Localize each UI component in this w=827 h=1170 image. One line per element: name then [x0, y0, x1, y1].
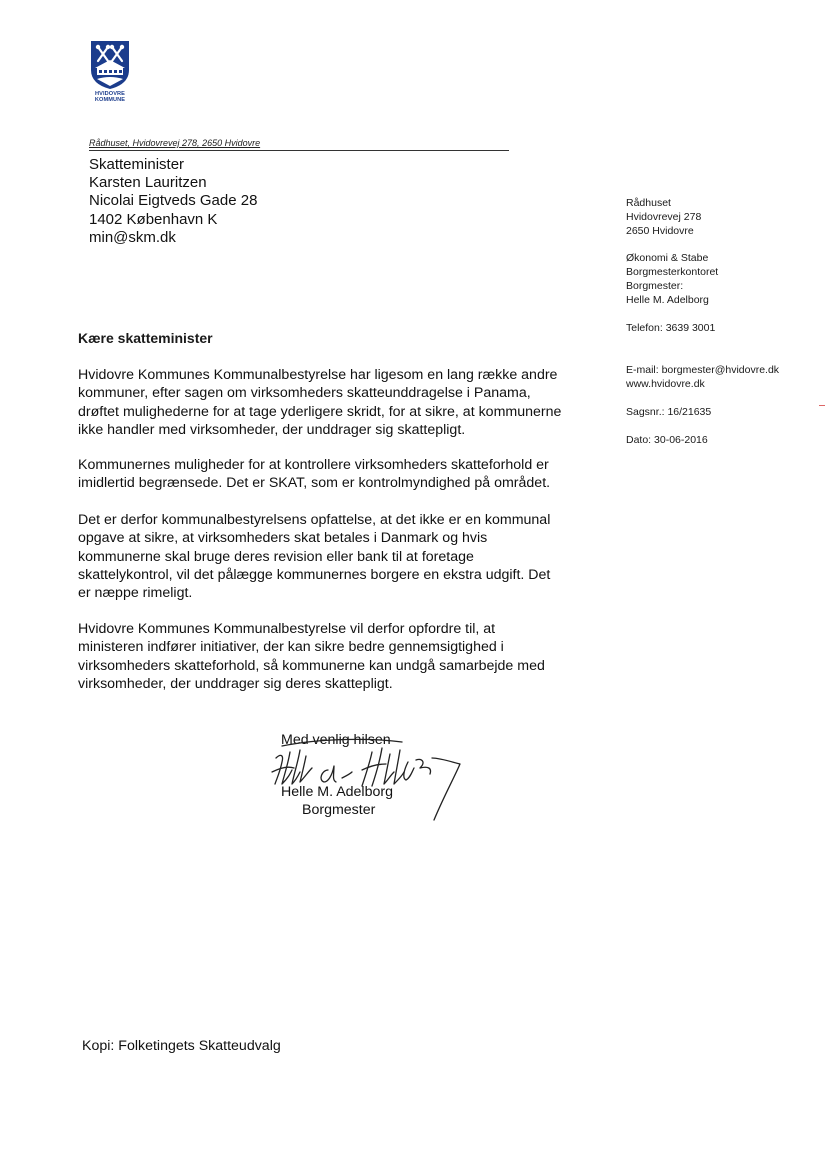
- recipient-line: Karsten Lauritzen: [89, 174, 207, 192]
- paragraph-1: [78, 366, 608, 439]
- paragraph-line: kommuner, efter sagen om virksomheders skatteunddragelse i Panama,: [78, 385, 531, 402]
- paragraph-line: Hvidovre Kommunes Kommunalbestyrelse har ligesom en lang række andre: [78, 367, 558, 383]
- signer-name: Helle M. Adelborg: [281, 784, 393, 800]
- sidebar-address-line: Hvidovrevej 278: [626, 211, 702, 223]
- scan-edge-mark: [819, 405, 825, 406]
- paragraph-line: virksomheders skatteforhold, så kommunerne kan undgå samarbejde med: [78, 657, 545, 674]
- sidebar-address: [626, 196, 701, 238]
- recipient-line: Skatteminister: [89, 156, 185, 173]
- crest-icon: [89, 40, 131, 90]
- paragraph-3: [78, 511, 608, 602]
- closing: Med venlig hilsen: [281, 732, 391, 748]
- sidebar-department-line: Økonomi & Stabe: [626, 252, 709, 264]
- paragraph-line: Kommunernes muligheder for at kontrollere virksomheders skatteforhold er: [78, 457, 549, 473]
- paragraph-line: ikke handler med virksomheder, der unddrager sig skattepligt.: [78, 421, 466, 438]
- paragraph-line: virksomheder, der unddrager sig deres skattepligt.: [78, 675, 393, 692]
- paragraph-line: imidlertid begrænsede. Det er SKAT, som er kontrolmyndighed på området.: [78, 475, 551, 492]
- recipient-address: [89, 156, 257, 247]
- paragraph-4: [78, 620, 608, 693]
- sidebar-web: www.hvidovre.dk: [626, 378, 705, 390]
- sidebar-department: [626, 251, 718, 307]
- municipality-logo: [89, 40, 131, 106]
- sidebar-department-line: Borgmester:: [626, 280, 684, 292]
- paragraph-line: ministeren indfører initiativer, der kan sikre bedre gennemsigtighed i: [78, 639, 504, 656]
- paragraph-line: skattelykontrol, vil det pålægge kommunernes borgere en ekstra udgift. Det: [78, 566, 551, 583]
- paragraph-line: kommunerne skal bruge deres revision eller bank til at foretage: [78, 548, 474, 565]
- logo-line1: HVIDOVRE: [94, 91, 126, 97]
- sidebar-address-line: 2650 Hvidovre: [626, 225, 694, 237]
- signer-title: Borgmester: [302, 802, 376, 818]
- sidebar-address-line: Rådhuset: [626, 197, 671, 209]
- copy-recipient: Kopi: Folketingets Skatteudvalg: [82, 1038, 281, 1054]
- sidebar-phone: Telefon: 3639 3001: [626, 322, 716, 334]
- logo-line2: KOMMUNE: [94, 97, 126, 103]
- recipient-line: min@skm.dk: [89, 228, 176, 246]
- salutation: Kære skatteminister: [78, 330, 213, 346]
- sender-address-text: Rådhuset, Hvidovrevej 278, 2650 Hvidovre: [89, 138, 261, 148]
- sidebar-email: E-mail: borgmester@hvidovre.dk: [626, 364, 780, 376]
- paragraph-line: er næppe rimeligt.: [78, 585, 193, 602]
- recipient-line: Nicolai Eigtveds Gade 28: [89, 192, 258, 210]
- paragraph-2: [78, 456, 608, 493]
- sidebar-date: Dato: 30-06-2016: [626, 434, 708, 446]
- paragraph-line: drøftet mulighederne for at tage yderligere skridt, for at sikre, at kommunerne: [78, 403, 562, 420]
- paragraph-line: Det er derfor kommunalbestyrelsens opfattelse, at det ikke er en kommunal: [78, 512, 551, 528]
- recipient-line: 1402 København K: [89, 210, 218, 228]
- paragraph-line: opgave at sikre, at virksomheders skat betales i Danmark og hvis: [78, 530, 488, 547]
- sender-address-line: [89, 138, 509, 151]
- sidebar-department-line: Helle M. Adelborg: [626, 294, 709, 306]
- paragraph-line: Hvidovre Kommunes Kommunalbestyrelse vil derfor opfordre til, at: [78, 621, 496, 637]
- sidebar-department-line: Borgmesterkontoret: [626, 266, 719, 278]
- sidebar-case-number: Sagsnr.: 16/21635: [626, 406, 712, 418]
